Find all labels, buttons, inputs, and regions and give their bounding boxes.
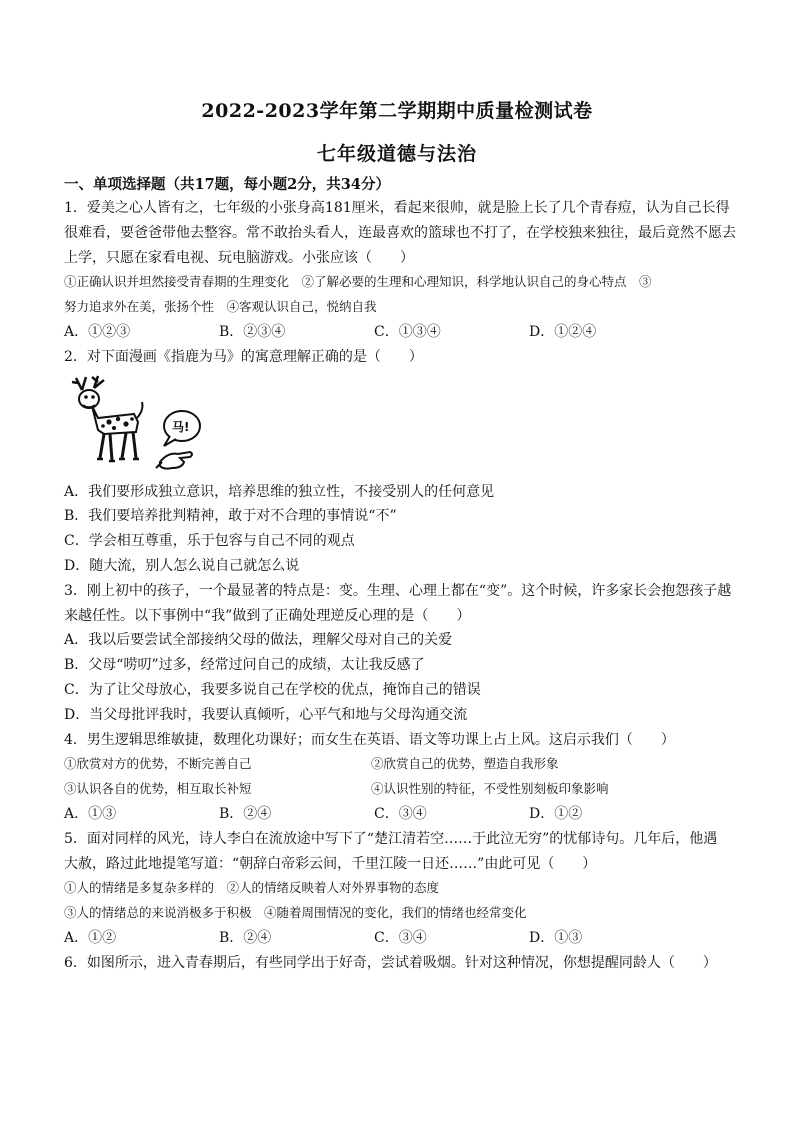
q2-option-a: A．我们要形成独立意识，培养思维的独立性，不接受别人的任何意见	[64, 483, 495, 500]
q1-statement-line-1: ①正确认识并坦然接受青春期的生理变化 ②了解必要的生理和心理知识，科学地认识自己的身心特点 ③	[64, 274, 652, 290]
q1-stem-line-1: 1．爱美之心人皆有之，七年级的小张身高181厘米，看起来很帅，就是脸上长了几个青春痘，认为自己长得	[64, 200, 730, 216]
q5-option-d: D．①③	[529, 929, 583, 946]
exam-subtitle: 七年级道德与法治	[316, 143, 477, 165]
deer-horse-cartoon	[64, 370, 740, 480]
q1-stem-line-2: 很难看，要爸爸带他去整容。常不敢抬头看人，连最喜欢的篮球也不打了，在学校独来独往，最后竟然不愿去	[64, 224, 736, 241]
q6-stem: 6．如图所示，进入青春期后，有些同学出于好奇，尝试着吸烟。针对这种情况，你想提醒同龄人（ ）	[64, 954, 717, 971]
q2-option-b: B．我们要培养批判精神，敢于对不合理的事情说“不”	[64, 508, 397, 525]
section-heading: 一、单项选择题（共17题，每小题2分，共34分）	[64, 176, 390, 193]
q2-option-d: D．随大流，别人怎么说自己就怎么说	[64, 557, 300, 574]
q3-option-a: A．我以后要尝试全部接纳父母的做法，理解父母对自己的关爱	[64, 632, 453, 649]
q5-stem-line-2: 大赦，路过此地提笔写道：“朝辞白帝彩云间，千里江陵一日还……”由此可见（ ）	[64, 855, 597, 872]
q1-option-c: C．①③④	[374, 323, 441, 340]
q2-stem: 2．对下面漫画《指鹿为马》的寓意理解正确的是（ ）	[64, 348, 423, 365]
q4-statement-2: ②欣赏自己的优势，塑造自我形象	[371, 756, 559, 772]
q4-option-b: B．②④	[219, 805, 272, 822]
q5-stem-line-1: 5．面对同样的风光，诗人李白在流放途中写下了“楚江清若空……于此泣无穷”的忧郁诗句。几年后，他遇	[64, 830, 718, 847]
q4-stem: 4．男生逻辑思维敏捷，数理化功课好；而女生在英语、语文等功课上占上风。这启示我们（ ）	[64, 731, 675, 748]
q3-option-c: C．为了让父母放心，我要多说自己在学校的优点，掩饰自己的错误	[64, 681, 481, 698]
q1-option-d: D．①②④	[529, 323, 597, 340]
q4-statement-1: ①欣赏对方的优势，不断完善自己	[64, 756, 252, 772]
q1-options	[64, 320, 740, 345]
q3-stem-line-2: 来越任性。以下事例中“我”做到了正确处理逆反心理的是（ ）	[64, 607, 471, 624]
q5-statement-line-1: ①人的情绪是多复杂多样的 ②人的情绪反映着人对外界事物的态度	[64, 880, 440, 896]
q4-statements-row-2	[64, 777, 740, 802]
q2-option-c: C．学会相互尊重，乐于包容与自己不同的观点	[64, 533, 355, 550]
q1-option-b: B．②③④	[219, 323, 286, 340]
q1-option-a: A．①②③	[64, 323, 131, 340]
q4-statement-4: ④认识性别的特征，不受性别刻板印象影响	[371, 781, 609, 797]
q4-options	[64, 802, 740, 827]
q5-option-b: B．②④	[219, 929, 272, 946]
q4-statements-row-1	[64, 752, 740, 777]
q4-option-d: D．①②	[529, 805, 583, 822]
deer-cartoon-image	[64, 372, 214, 476]
speech-bubble-text: 马!	[172, 419, 190, 434]
q5-option-c: C．③④	[374, 929, 427, 946]
questions	[64, 196, 740, 976]
q4-option-c: C．③④	[374, 805, 427, 822]
q4-statement-3: ③认识各自的优势，相互取长补短	[64, 781, 252, 797]
q1-stem-line-3: 上学，只愿在家看电视、玩电脑游戏。小张应该（ ）	[64, 249, 414, 266]
q5-statement-line-2: ③人的情绪总的来说消极多于积极 ④随着周围情况的变化，我们的情绪也经常变化	[64, 905, 527, 921]
exam-title: 2022-2023学年第二学期期中质量检测试卷	[201, 100, 593, 122]
q3-option-b: B．父母“唠叨”过多，经常过问自己的成绩，太让我反感了	[64, 657, 425, 674]
q5-options	[64, 926, 740, 951]
q3-stem-line-1: 3．刚上初中的孩子，一个最显著的特点是：变。生理、心理上都在“变”。这个时候，许多家长会抱怨孩子越	[64, 582, 732, 599]
q1-statement-line-2: 努力追求外在美，张扬个性 ④客观认识自己，悦纳自我	[64, 299, 377, 315]
q4-option-a: A．①③	[64, 805, 117, 822]
q5-option-a: A．①②	[64, 929, 117, 946]
q3-option-d: D．当父母批评我时，我要认真倾听，心平气和地与父母沟通交流	[64, 706, 468, 723]
